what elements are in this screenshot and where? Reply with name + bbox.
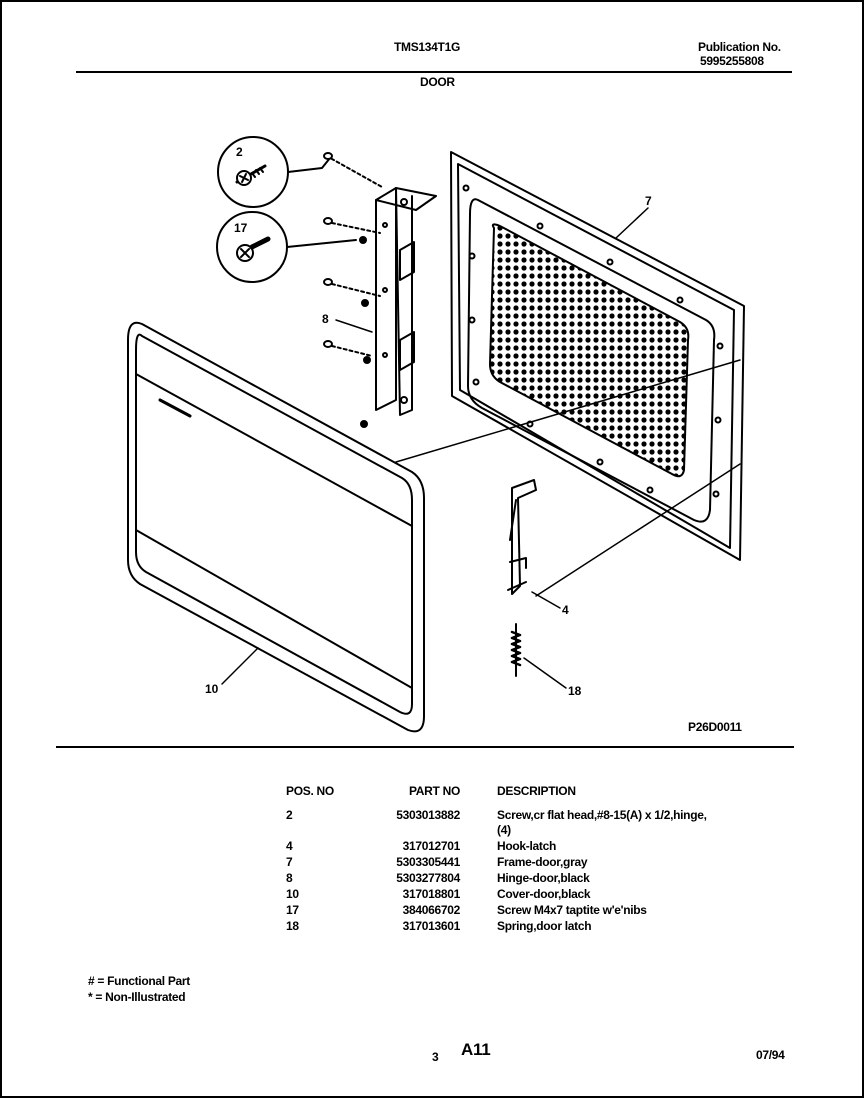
door-latch-spring xyxy=(512,624,520,676)
hinge-door xyxy=(376,188,436,415)
table-row xyxy=(0,808,864,824)
publication-label: Publication No. xyxy=(698,40,781,54)
pos-cell: 18 xyxy=(286,919,299,933)
hinge-screws xyxy=(324,153,382,427)
desc-cell: Cover-door,black xyxy=(497,887,591,901)
part-cell: 5303277804 xyxy=(396,871,460,885)
part-header: PART NO xyxy=(408,784,460,798)
callout-label: 2 xyxy=(236,145,243,159)
pos-cell: 4 xyxy=(286,839,293,853)
page-code: A11 xyxy=(461,1040,491,1059)
table-row xyxy=(0,871,864,887)
table-header-row xyxy=(0,784,864,800)
desc-cell: Frame-door,gray xyxy=(497,855,588,869)
diagram-rule xyxy=(56,746,794,748)
publication-number: 5995255808 xyxy=(700,54,764,68)
door-frame xyxy=(451,152,744,560)
part-cell: 317018801 xyxy=(402,887,460,901)
table-row xyxy=(0,919,864,935)
callout-screw-17 xyxy=(217,212,356,282)
table-row-continuation xyxy=(0,823,864,839)
page-number: 3 xyxy=(432,1050,439,1064)
pos-header: POS. NO xyxy=(286,784,334,798)
desc-cell: Hinge-door,black xyxy=(497,871,590,885)
table-row xyxy=(0,887,864,903)
legend-functional-part: # = Functional Part xyxy=(88,974,190,988)
desc-cell: Screw,cr flat head,#8-15(A) x 1/2,hinge, xyxy=(497,808,707,822)
callout-label: 7 xyxy=(645,194,652,208)
pos-cell: 17 xyxy=(286,903,299,917)
pos-cell: 10 xyxy=(286,887,299,901)
revision-date: 07/94 xyxy=(756,1048,785,1062)
section-title: DOOR xyxy=(420,75,455,89)
part-cell: 317013601 xyxy=(402,919,460,933)
desc-header: DESCRIPTION xyxy=(497,784,576,798)
part-cell: 317012701 xyxy=(402,839,460,853)
callout-label: 17 xyxy=(234,221,248,235)
table-row xyxy=(0,903,864,919)
table-row xyxy=(0,855,864,871)
figure-code: P26D0011 xyxy=(688,720,742,734)
pos-cell: 2 xyxy=(286,808,293,822)
callout-label: 18 xyxy=(568,684,582,698)
model-number: TMS134T1G xyxy=(394,40,460,54)
desc-cell: (4) xyxy=(497,823,511,837)
legend-non-illustrated: * = Non-Illustrated xyxy=(88,990,186,1004)
callout-label: 4 xyxy=(562,603,569,617)
callout-screw-2 xyxy=(218,137,330,207)
desc-cell: Hook-latch xyxy=(497,839,557,853)
callout-label: 8 xyxy=(322,312,329,326)
part-cell: 5303013882 xyxy=(396,808,460,822)
table-row xyxy=(0,839,864,855)
part-cell: 5303305441 xyxy=(396,855,460,869)
desc-cell: Screw M4x7 taptite w'e'nibs xyxy=(497,903,647,917)
part-cell: 384066702 xyxy=(402,903,460,917)
callout-label: 10 xyxy=(205,682,219,696)
desc-cell: Spring,door latch xyxy=(497,919,592,933)
pos-cell: 8 xyxy=(286,871,293,885)
pos-cell: 7 xyxy=(286,855,293,869)
